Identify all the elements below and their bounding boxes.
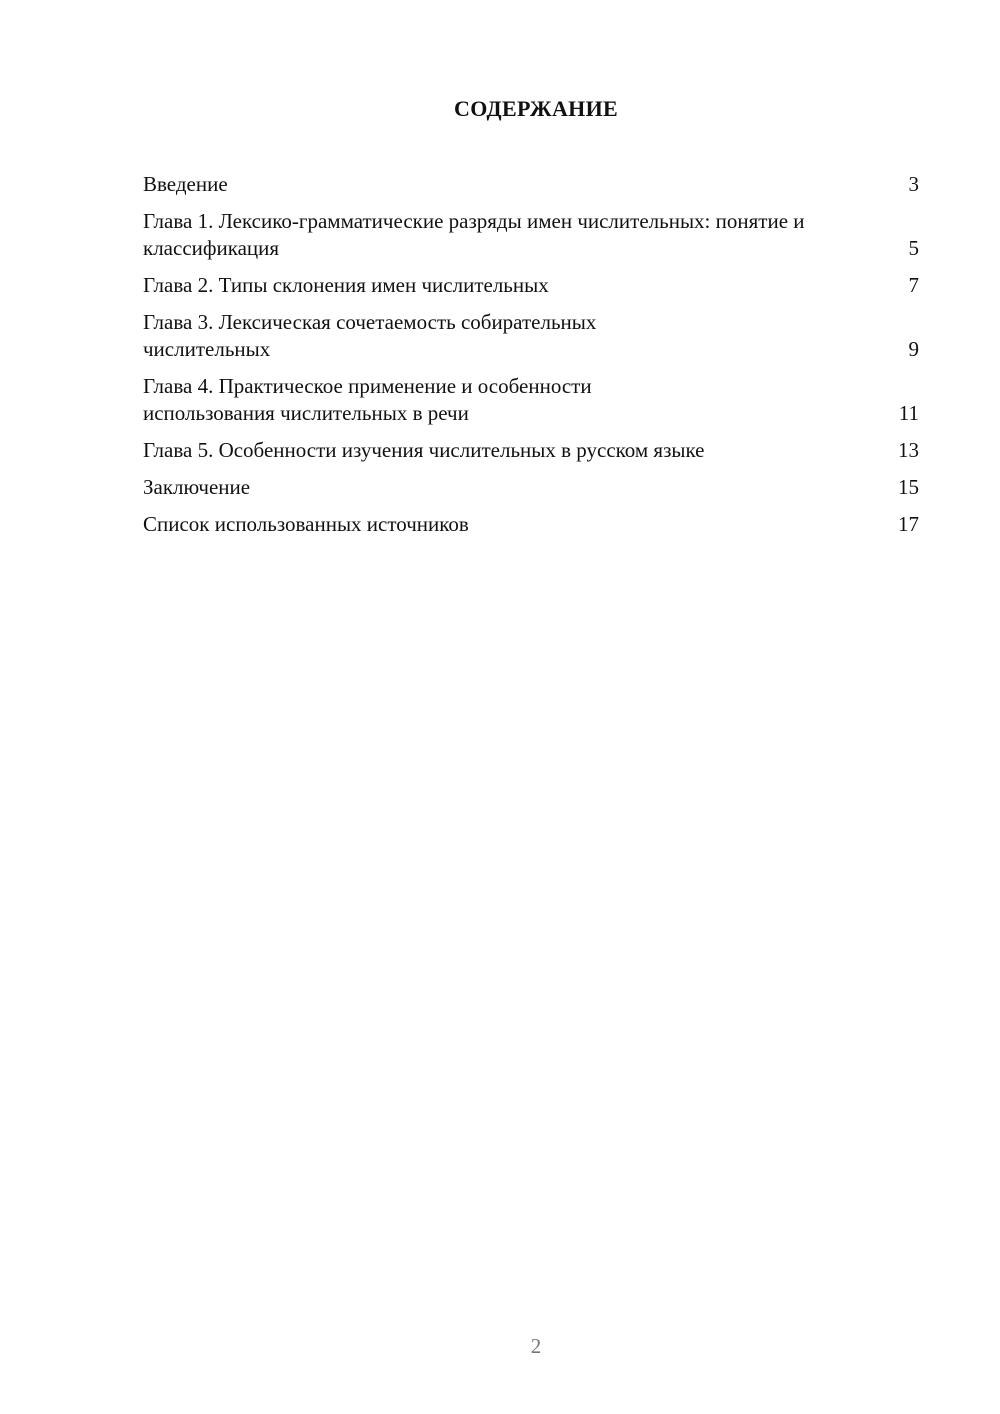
toc-entry-page: 7 xyxy=(908,273,919,297)
toc-entry xyxy=(143,309,919,363)
toc-entry xyxy=(143,171,919,198)
toc-entry-title: Список использованных источников xyxy=(143,512,469,536)
toc-entry-title: Глава 3. Лексическая сочетаемость собирательных числительных xyxy=(143,310,597,361)
table-of-contents xyxy=(143,171,919,548)
toc-entry-title: Заключение xyxy=(143,475,251,499)
toc-entry-page: 3 xyxy=(908,172,919,196)
toc-entry xyxy=(143,272,919,299)
toc-entry xyxy=(143,437,919,464)
toc-entry-page: 9 xyxy=(908,337,919,361)
toc-entry xyxy=(143,373,919,427)
toc-entry-page: 11 xyxy=(898,401,919,425)
page-title: СОДЕРЖАНИЕ xyxy=(454,96,618,121)
toc-entry-title: Глава 1. Лексико-грамматические разряды имен числительных: понятие и классификация xyxy=(143,209,805,260)
toc-entry-page: 5 xyxy=(908,236,919,260)
toc-entry-title: Глава 4. Практическое применение и особенности использования числительных в речи xyxy=(143,374,592,425)
toc-entry-page: 13 xyxy=(898,438,919,462)
toc-entry xyxy=(143,474,919,501)
toc-entry-page: 17 xyxy=(898,512,919,536)
toc-entry xyxy=(143,208,919,262)
toc-entry-title: Глава 5. Особенности изучения числительных в русском языке xyxy=(143,438,705,462)
page-number: 2 xyxy=(530,1334,542,1358)
toc-entry-title: Введение xyxy=(143,172,228,196)
toc-entry xyxy=(143,511,919,538)
toc-entry-page: 15 xyxy=(898,475,919,499)
toc-entry-title: Глава 2. Типы склонения имен числительных xyxy=(143,273,549,297)
